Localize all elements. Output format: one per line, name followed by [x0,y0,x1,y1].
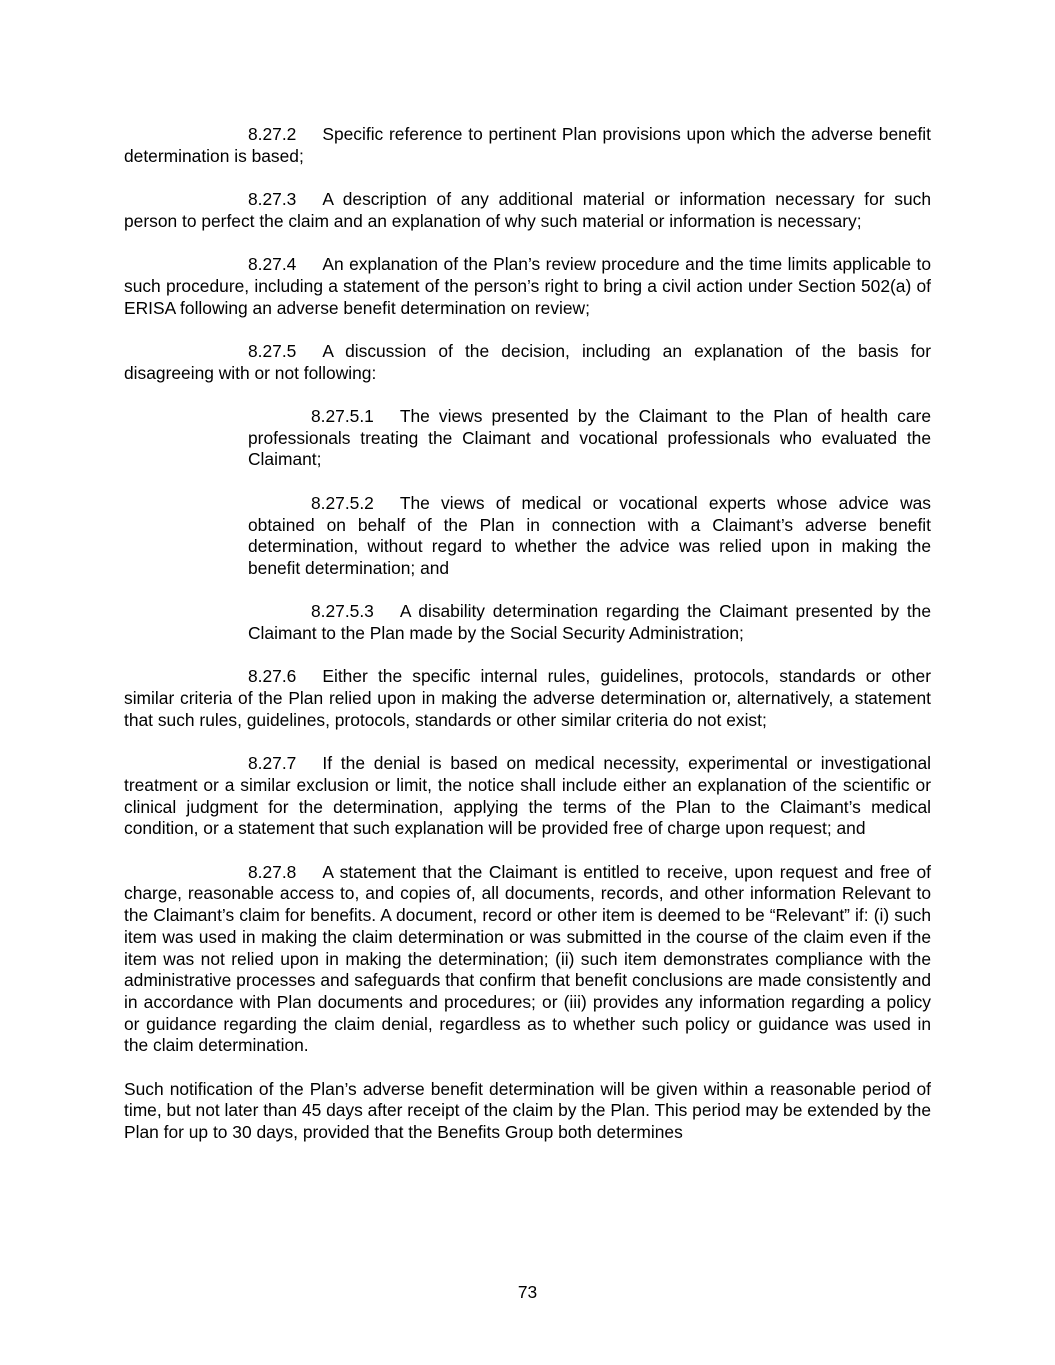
paragraph-8-27-3 [124,189,931,232]
section-number: 8.27.6 [248,666,297,687]
section-number: 8.27.7 [248,753,297,774]
paragraph-8-27-6 [124,666,931,731]
section-number: 8.27.4 [248,254,297,275]
section-number: 8.27.5.3 [311,601,374,622]
subparagraph-8-27-5-1 [248,406,931,471]
document-body [124,124,931,1166]
section-number: 8.27.3 [248,189,297,210]
paragraph-8-27-8 [124,862,931,1057]
paragraph-text: A description of any additional material or information necessary for such person to perfect the claim and an explanation of why such material or information is necessary; [124,189,931,231]
paragraph-8-27-2 [124,124,931,167]
paragraph-text: Either the specific internal rules, guidelines, protocols, standards or other similar criteria of the Plan relied upon in making the adverse determination or, alternatively, a statement that such rules, guidelines, protocols, standards or other similar criteria do not exist; [124,666,931,730]
subparagraph-8-27-5-3 [248,601,931,644]
paragraph-text: If the denial is based on medical necessity, experimental or investigational treatment or a similar exclusion or limit, the notice shall include either an explanation of the scientific or clinical judgment for the determination, applying the terms of the Plan to the Claimant’s medical condition, or a statement that such explanation will be provided free of charge upon request; and [124,753,931,839]
section-number: 8.27.5.1 [311,406,374,427]
section-number: 8.27.8 [248,861,297,882]
paragraph-text: A disability determination regarding the Claimant presented by the Claimant to the Plan made by the Social Security Administration; [248,601,931,644]
closing-paragraph: Such notification of the Plan’s adverse benefit determination will be given within a reasonable period of time, but not later than 45 days after receipt of the claim by the Plan. This period may be extended by the Plan for up to 30 days, provided that the Benefits Group both determines [124,1078,931,1143]
section-number: 8.27.2 [248,124,297,144]
paragraph-text: A discussion of the decision, including an explanation of the basis for disagreeing with or not following: [124,340,931,383]
subparagraph-8-27-5-2 [248,493,931,580]
paragraph-text: A statement that the Claimant is entitled to receive, upon request and free of charge, reasonable access to, and copies of, all documents, records, and other information Relevant to the Claimant’s claim for benefits. A document, record or other item is deemed to be “Relevant” if: (i) such item was used in making the claim determination or was submitted in the course of the claim even if the item was not relied upon in making the determination; (ii) such item demonstrates compliance with the administrative processes and safeguards that confirm that benefit conclusions are made consistently and in accordance with Plan documents and procedures; or (iii) provides any information regarding a policy or guidance regarding the claim denial, regardless as to whether such policy or guidance was used in the claim determination. [124,861,931,1056]
paragraph-text: The views of medical or vocational experts whose advice was obtained on behalf of the Plan in connection with a Claimant’s adverse benefit determination, without regard to whether the advice was relied upon in making the benefit determination; and [248,492,931,578]
section-number: 8.27.5 [248,340,297,361]
paragraph-8-27-7 [124,753,931,840]
paragraph-text: The views presented by the Claimant to the Plan of health care professionals treating the Claimant and vocational professionals who evaluated the Claimant; [248,406,931,470]
page-number: 73 [517,1282,538,1302]
paragraph-text: An explanation of the Plan’s review procedure and the time limits applicable to such procedure, including a statement of the person’s right to bring a civil action under Section 502(a) of ERISA following an adverse benefit determination on review; [124,254,931,318]
paragraph-8-27-5 [124,341,931,384]
section-number: 8.27.5.2 [311,492,374,513]
paragraph-8-27-4 [124,254,931,319]
paragraph-text: Specific reference to pertinent Plan provisions upon which the adverse benefit determination is based; [124,124,931,166]
